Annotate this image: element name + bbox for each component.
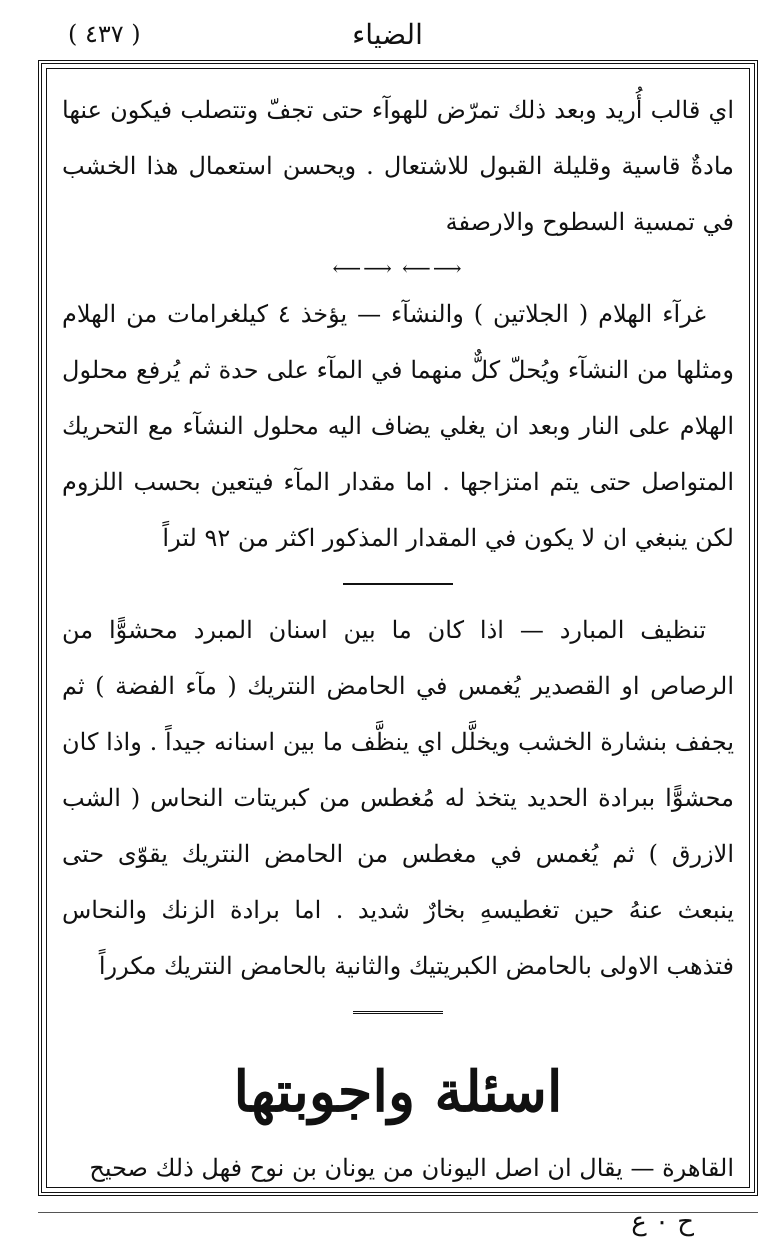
page-number: ( ٤٣٧ ) [68, 20, 141, 48]
journal-title: الضياء [352, 18, 423, 51]
ornament-divider-line [62, 566, 734, 602]
page-header [0, 18, 775, 58]
paragraph-wood-hardening: اي قالب أُريد وبعد ذلك تمرّض للهوآء حتى تجفّ وتتصلب فيكون عنها مادةٌ قاسية وقليلة القبول للاشتعال . ويحسن استعمال هذا الخشب في تمسية السطوح والارصفة [62, 96, 734, 236]
ornament-divider-arrows: ⟶⟵ ⟶⟵ [332, 256, 464, 280]
question-signature: ح ٠ ع [631, 1207, 694, 1237]
question-text: القاهرة — يقال ان اصل اليونان من يونان بن نوح فهل ذلك صحيح [89, 1154, 734, 1182]
section-heading-questions-answers: اسئلة واجوبتها [233, 1059, 563, 1125]
article-body [62, 82, 734, 1248]
paragraph-cleaning-files: تنظيف المبارد — اذا كان ما بين اسنان المبرد محشوًّا من الرصاص او القصدير يُغمس في الحامض النتريك ( مآء الفضة ) ثم يجفف بنشارة الخشب ويخلَّل اي ينظَّف ما بين اسنانه جيداً . واذا كان محشوًّا ببرادة الحديد يتخذ له مُغطس من كبريتات النحاس ( الشب الازرق ) ثم يُغمس في مغطس من الحامض النتريك يقوّى حتى ينبعث عنهُ حين تغطيسهِ بخارٌ شديد . اما برادة الزنك والنحاس فتذهب الاولى بالحامض الكبريتيك والثانية بالحامض النتريك مكرراً [62, 616, 734, 980]
footer-rule [38, 1212, 758, 1213]
paragraph-gelatin-starch-glue: غرآء الهلام ( الجلاتين ) والنشآء — يؤخذ ٤ كيلغرامات من الهلام ومثلها من النشآء ويُحلّ كلٌّ منهما في المآء على حدة ثم يُرفع محلول الهلام على النار وبعد ان يغلي يضاف اليه محلول النشآء مع التحريك المتواصل حتى يتم امتزاجها . اما مقدار المآء فيتعين بحسب اللزوم لكن ينبغي ان لا يكون في المقدار المذكور اكثر من ٩٢ لتراً [62, 300, 734, 552]
ornament-divider-double-line [62, 994, 734, 1030]
